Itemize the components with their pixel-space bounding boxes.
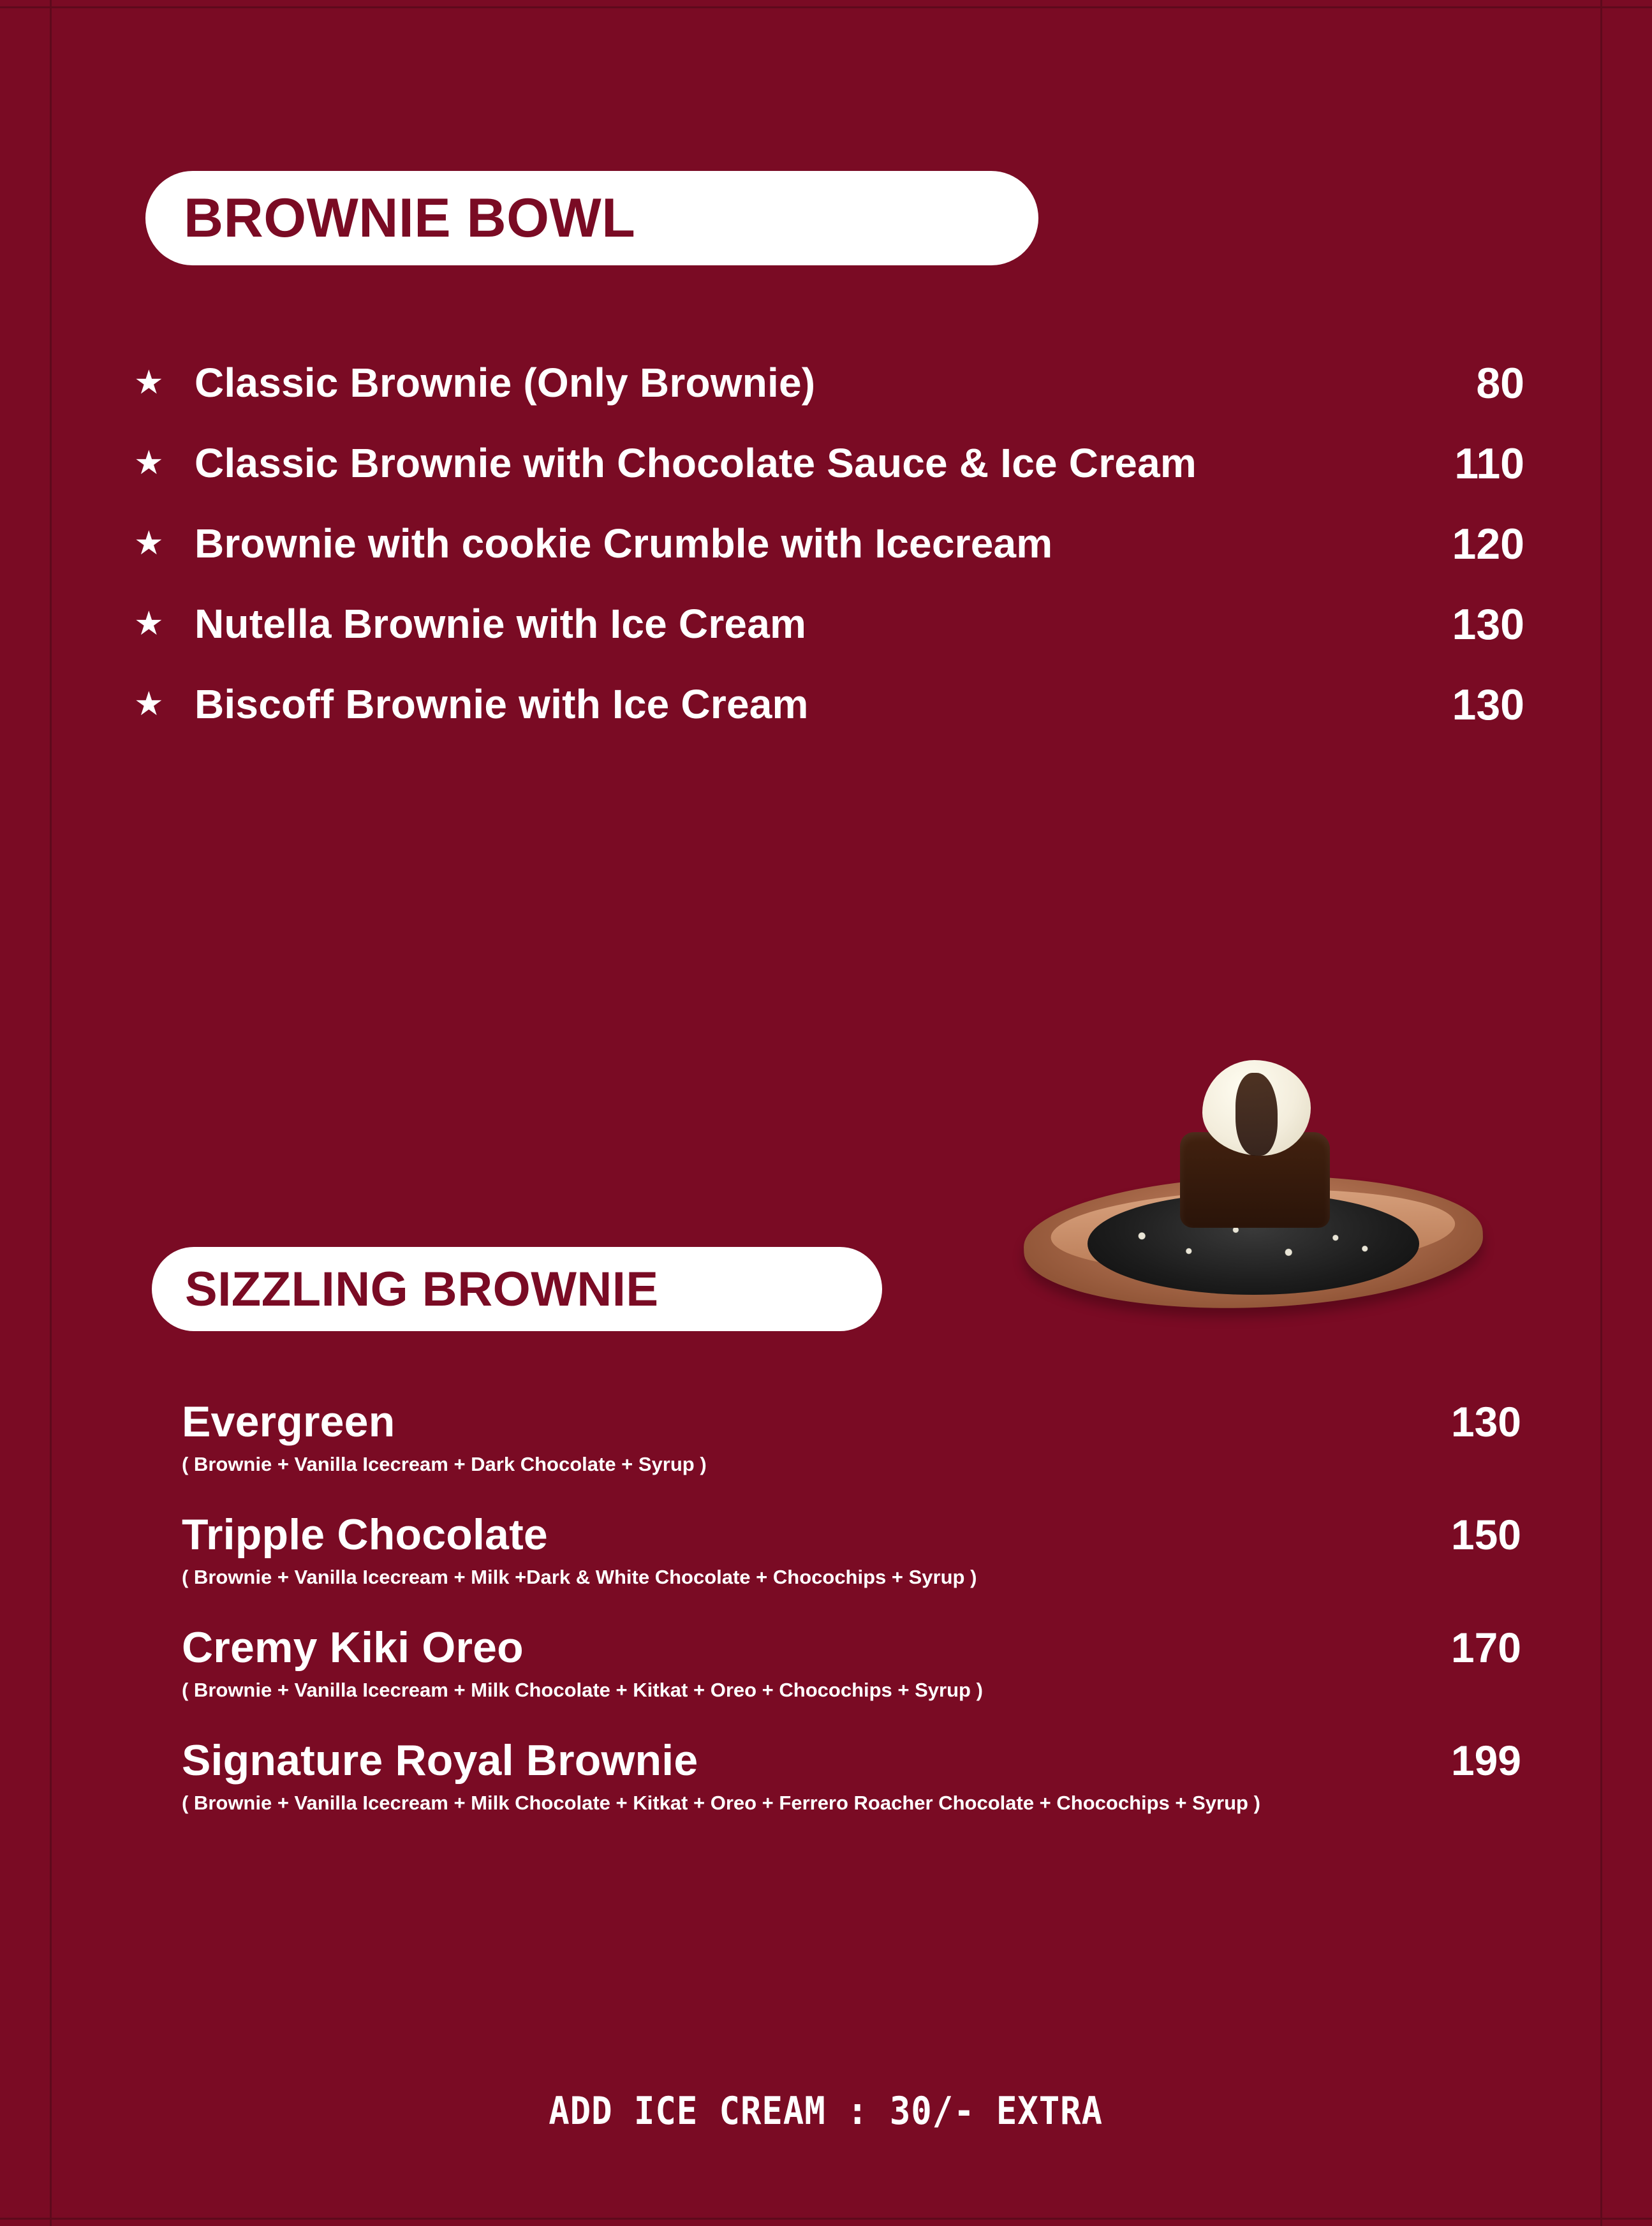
item-name: Evergreen (182, 1397, 395, 1446)
section-header-sizzling-brownie (152, 1247, 882, 1331)
item-description: ( Brownie + Vanilla Icecream + Milk Chocolate + Kitkat + Oreo + Chocochips + Syrup ) (182, 1678, 983, 1701)
item-price: 110 (1454, 439, 1524, 488)
item-price: 130 (1452, 680, 1524, 729)
item-price: 150 (1450, 1510, 1521, 1558)
list-item (134, 598, 1524, 651)
item-price: 170 (1450, 1623, 1521, 1671)
list-item (182, 1397, 1521, 1479)
sizzling-brownie-list (182, 1397, 1521, 1848)
item-price: 130 (1450, 1398, 1521, 1445)
item-price: 80 (1476, 359, 1524, 408)
item-price: 120 (1452, 519, 1524, 568)
add-ice-cream-note: ADD ICE CREAM : 30/- EXTRA (549, 2089, 1103, 2134)
list-item (182, 1623, 1521, 1705)
star-icon: ★ (134, 364, 164, 401)
item-name: Tripple Chocolate (182, 1510, 548, 1559)
footer-note (0, 2089, 1652, 2134)
chocolate-syrup (1235, 1073, 1278, 1156)
item-name: Brownie with cookie Crumble with Icecream (195, 520, 1053, 566)
star-icon: ★ (134, 444, 164, 482)
item-name: Nutella Brownie with Ice Cream (195, 600, 807, 647)
list-item (182, 1736, 1521, 1818)
item-name: Signature Royal Brownie (182, 1736, 698, 1785)
section-header-brownie-bowl (145, 171, 1038, 265)
brownie-bowl-list (134, 357, 1524, 759)
list-item (134, 438, 1524, 490)
star-icon: ★ (134, 685, 164, 723)
item-name: Biscoff Brownie with Ice Cream (195, 681, 809, 727)
list-item (134, 518, 1524, 570)
list-item (182, 1510, 1521, 1592)
item-description: ( Brownie + Vanilla Icecream + Milk +Dark & White Chocolate + Chocochips + Syrup ) (182, 1565, 977, 1588)
section-title-sizzling-brownie: SIZZLING BROWNIE (185, 1262, 659, 1316)
list-item (134, 679, 1524, 731)
sizzling-brownie-photo (1011, 1033, 1496, 1365)
item-name: Classic Brownie (Only Brownie) (195, 360, 816, 406)
item-name: Classic Brownie with Chocolate Sauce & Ice Cream (195, 439, 1197, 486)
item-price: 130 (1452, 600, 1524, 649)
item-name: Cremy Kiki Oreo (182, 1623, 524, 1672)
star-icon: ★ (134, 524, 164, 562)
star-icon: ★ (134, 605, 164, 642)
list-item (134, 357, 1524, 409)
item-description: ( Brownie + Vanilla Icecream + Dark Chocolate + Syrup ) (182, 1453, 707, 1475)
item-price: 199 (1450, 1736, 1521, 1784)
item-description: ( Brownie + Vanilla Icecream + Milk Chocolate + Kitkat + Oreo + Ferrero Roacher Chocolate + Chocochips + Syrup ) (182, 1791, 1260, 1814)
section-title-brownie-bowl: BROWNIE BOWL (184, 187, 636, 249)
